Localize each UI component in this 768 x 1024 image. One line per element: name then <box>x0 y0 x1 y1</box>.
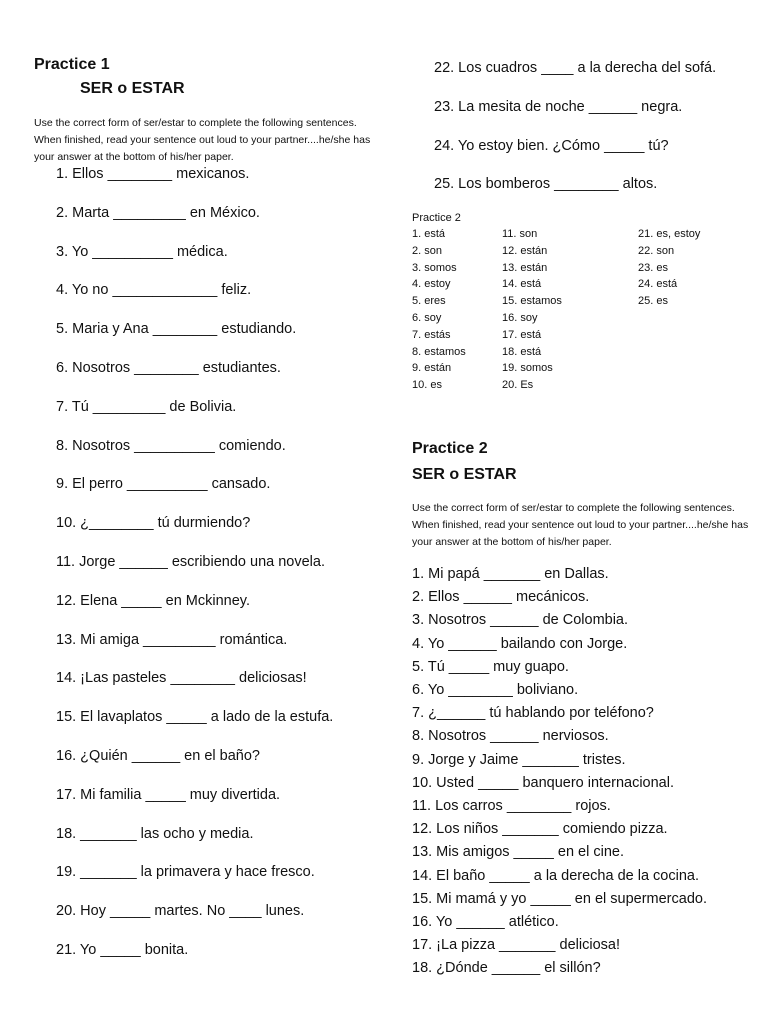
exercise-item: 13. Mi amiga _________ romántica. <box>56 631 288 648</box>
answer-key-title: Practice 2 <box>412 212 461 224</box>
practice1-items-left <box>34 164 394 979</box>
practice1-title: Practice 1 <box>34 56 110 73</box>
exercise-item: 5. Maria y Ana ________ estudiando. <box>56 321 297 338</box>
exercise-item: 10. Usted _____ banquero internacional. <box>412 774 674 791</box>
answer-key-column-1 <box>412 226 502 394</box>
exercise-item: 7. Tú _________ de Bolivia. <box>56 398 237 415</box>
answer-entry: 20. Es <box>502 379 534 392</box>
exercise-item: 4. Yo no _____________ feliz. <box>56 282 252 299</box>
exercise-item: 3. Nosotros ______ de Colombia. <box>412 612 629 629</box>
answer-entry: 16. soy <box>502 311 538 324</box>
answer-entry: 25. es <box>638 295 668 308</box>
exercise-item: 13. Mis amigos _____ en el cine. <box>412 844 624 861</box>
exercise-item: 12. Los niños _______ comiendo pizza. <box>412 821 668 838</box>
exercise-item: 22. Los cuadros ____ a la derecha del sofá. <box>434 60 717 76</box>
exercise-item: 8. Nosotros ______ nerviosos. <box>412 728 609 745</box>
exercise-item: 20. Hoy _____ martes. No ____ lunes. <box>56 903 305 920</box>
answer-entry: 13. están <box>502 261 548 274</box>
exercise-item: 14. El baño _____ a la derecha de la cocina. <box>412 867 699 884</box>
exercise-item: 19. _______ la primavera y hace fresco. <box>56 864 315 881</box>
practice2-items <box>412 563 762 981</box>
answer-entry: 9. están <box>412 362 452 375</box>
answer-entry: 19. somos <box>502 362 553 375</box>
exercise-item: 18. ¿Dónde ______ el sillón? <box>412 960 601 977</box>
answer-entry: 18. está <box>502 345 542 358</box>
exercise-item: 8. Nosotros __________ comiendo. <box>56 437 286 454</box>
exercise-item: 6. Nosotros ________ estudiantes. <box>56 359 281 376</box>
answer-entry: 7. estás <box>412 328 451 341</box>
answer-key-column-2 <box>502 226 638 394</box>
exercise-item: 11. Los carros ________ rojos. <box>412 798 611 815</box>
exercise-item: 17. ¡La pizza _______ deliciosa! <box>412 937 620 954</box>
exercise-item: 9. Jorge y Jaime _______ tristes. <box>412 751 626 768</box>
answer-entry: 14. está <box>502 278 542 291</box>
answer-entry: 22. son <box>638 244 675 257</box>
answer-entry: 21. es, estoy <box>638 228 701 240</box>
exercise-item: 24. Yo estoy bien. ¿Cómo _____ tú? <box>434 137 669 154</box>
practice1-instructions: Use the correct form of ser/estar to complete the following sentences. When finished, read your sentence out loud to your partner....he/she has your answer at the bottom of his/her paper. <box>34 117 371 163</box>
exercise-item: 1. Ellos ________ mexicanos. <box>56 166 250 182</box>
answer-key-column-3 <box>638 226 738 394</box>
answer-entry: 12. están <box>502 244 548 257</box>
answer-entry: 11. son <box>502 228 538 240</box>
practice2-section <box>412 440 762 981</box>
answer-entry: 5. eres <box>412 295 446 308</box>
exercise-item: 17. Mi familia _____ muy divertida. <box>56 786 281 803</box>
answer-entry: 1. está <box>412 228 446 240</box>
exercise-item: 23. La mesita de noche ______ negra. <box>434 98 683 115</box>
practice1-section <box>34 56 394 979</box>
practice2-title: Practice 2 <box>412 440 488 457</box>
exercise-item: 21. Yo _____ bonita. <box>56 941 189 958</box>
exercise-item: 3. Yo __________ médica. <box>56 243 228 260</box>
exercise-item: 9. El perro __________ cansado. <box>56 476 271 493</box>
answer-entry: 17. está <box>502 328 542 341</box>
exercise-item: 16. ¿Quién ______ en el baño? <box>56 747 260 764</box>
answer-key-grid <box>412 226 742 394</box>
exercise-item: 12. Elena _____ en Mckinney. <box>56 592 251 609</box>
answer-entry: 24. está <box>638 278 678 291</box>
practice1-subtitle: SER o ESTAR <box>80 80 185 97</box>
answer-entry: 4. estoy <box>412 278 451 291</box>
exercise-item: 11. Jorge ______ escribiendo una novela. <box>56 553 325 570</box>
exercise-item: 5. Tú _____ muy guapo. <box>412 658 569 675</box>
practice2-subtitle: SER o ESTAR <box>412 466 517 483</box>
exercise-item: 2. Marta _________ en México. <box>56 204 260 221</box>
answer-entry: 15. estamos <box>502 295 562 308</box>
exercise-item: 15. Mi mamá y yo _____ en el supermercado. <box>412 890 707 907</box>
answer-key <box>412 210 742 394</box>
exercise-item: 10. ¿________ tú durmiendo? <box>56 515 251 532</box>
exercise-item: 18. _______ las ocho y media. <box>56 825 254 842</box>
exercise-item: 25. Los bomberos ________ altos. <box>434 176 658 193</box>
exercise-item: 6. Yo ________ boliviano. <box>412 682 579 699</box>
answer-entry: 6. soy <box>412 311 442 324</box>
practice1-items-right <box>434 58 716 213</box>
answer-entry: 10. es <box>412 379 442 392</box>
exercise-item: 15. El lavaplatos _____ a lado de la estufa. <box>56 709 334 726</box>
exercise-item: 1. Mi papá _______ en Dallas. <box>412 566 609 582</box>
practice2-instructions: Use the correct form of ser/estar to complete the following sentences. When finished, read your sentence out loud to your partner....he/she has your answer at the bottom of his/her paper. <box>412 502 749 548</box>
exercise-item: 14. ¡Las pasteles ________ deliciosas! <box>56 670 307 687</box>
answer-entry: 3. somos <box>412 261 457 274</box>
answer-entry: 8. estamos <box>412 345 466 358</box>
answer-entry: 2. son <box>412 244 442 257</box>
exercise-item: 2. Ellos ______ mecánicos. <box>412 589 590 606</box>
answer-entry: 23. es <box>638 261 668 274</box>
exercise-item: 4. Yo ______ bailando con Jorge. <box>412 635 628 652</box>
exercise-item: 7. ¿______ tú hablando por teléfono? <box>412 705 654 722</box>
exercise-item: 16. Yo ______ atlético. <box>412 914 559 931</box>
